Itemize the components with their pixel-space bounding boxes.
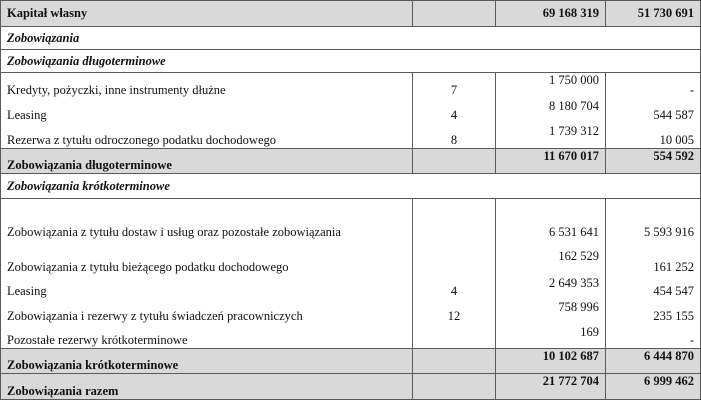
- row-label: Pozostałe rezerwy krótkoterminowe: [1, 325, 413, 349]
- row-label: Zobowiązania i rezerwy z tytułu świadczeń pracowniczych: [1, 300, 413, 325]
- table-row: [1, 124, 701, 149]
- equity-row: [1, 1, 701, 27]
- table-row: [1, 325, 701, 349]
- short-term-total-row: [1, 349, 701, 374]
- grand-total-y1: 21 772 704: [496, 374, 606, 400]
- long-term-header: Zobowiązania długoterminowe: [1, 50, 701, 73]
- short-term-total-y1: 10 102 687: [496, 349, 606, 374]
- row-label: Leasing: [1, 99, 413, 124]
- table-row: [1, 300, 701, 325]
- row-value-y2: 235 155: [606, 300, 701, 325]
- row-value-y2: 544 587: [606, 99, 701, 124]
- row-value-y1: 2 649 353: [496, 276, 606, 300]
- row-note: 4: [413, 276, 496, 300]
- liabilities-header-row: [1, 27, 701, 50]
- equity-value-y1: 69 168 319: [496, 1, 606, 27]
- short-term-total-label: Zobowiązania krótkoterminowe: [1, 349, 413, 374]
- row-value-y1: 1 739 312: [496, 124, 606, 149]
- short-term-total-y2: 6 444 870: [606, 349, 701, 374]
- row-value-y1: 6 531 641: [496, 199, 606, 249]
- equity-note: [413, 1, 496, 27]
- long-term-total-y1: 11 670 017: [496, 149, 606, 174]
- table-row: [1, 199, 701, 249]
- row-value-y1: 758 996: [496, 300, 606, 325]
- row-value-y2: 10 005: [606, 124, 701, 149]
- table-row: [1, 249, 701, 276]
- short-term-header-row: [1, 174, 701, 199]
- row-note: 7: [413, 73, 496, 99]
- row-label: Zobowiązania z tytułu dostaw i usług oraz pozostałe zobowiązania: [1, 199, 413, 249]
- long-term-total-note: [413, 149, 496, 174]
- short-term-total-note: [413, 349, 496, 374]
- table-row: [1, 99, 701, 124]
- row-note: 8: [413, 124, 496, 149]
- row-value-y2: -: [606, 73, 701, 99]
- grand-total-y2: 6 999 462: [606, 374, 701, 400]
- equity-value-y2: 51 730 691: [606, 1, 701, 27]
- grand-total-label: Zobowiązania razem: [1, 374, 413, 400]
- long-term-total-row: [1, 149, 701, 174]
- row-note: [413, 249, 496, 276]
- short-term-header: Zobowiązania krótkoterminowe: [1, 174, 701, 199]
- equity-label: Kapitał własny: [1, 1, 413, 27]
- grand-total-row: [1, 374, 701, 400]
- row-note: [413, 325, 496, 349]
- grand-total-note: [413, 374, 496, 400]
- row-value-y1: 1 750 000: [496, 73, 606, 99]
- row-note: 4: [413, 99, 496, 124]
- row-label: Kredyty, pożyczki, inne instrumenty dłużne: [1, 73, 413, 99]
- liabilities-header: Zobowiązania: [1, 27, 701, 50]
- long-term-header-row: [1, 50, 701, 73]
- long-term-total-label: Zobowiązania długoterminowe: [1, 149, 413, 174]
- row-value-y2: 454 547: [606, 276, 701, 300]
- row-value-y2: -: [606, 325, 701, 349]
- row-label: Leasing: [1, 276, 413, 300]
- row-note: [413, 199, 496, 249]
- row-label: Rezerwa z tytułu odroczonego podatku dochodowego: [1, 124, 413, 149]
- long-term-total-y2: 554 592: [606, 149, 701, 174]
- row-value-y1: 8 180 704: [496, 99, 606, 124]
- table-row: [1, 276, 701, 300]
- row-value-y2: 161 252: [606, 249, 701, 276]
- row-note: 12: [413, 300, 496, 325]
- row-label: Zobowiązania z tytułu bieżącego podatku dochodowego: [1, 249, 413, 276]
- row-value-y1: 162 529: [496, 249, 606, 276]
- table-row: [1, 73, 701, 99]
- row-value-y1: 169: [496, 325, 606, 349]
- row-value-y2: 5 593 916: [606, 199, 701, 249]
